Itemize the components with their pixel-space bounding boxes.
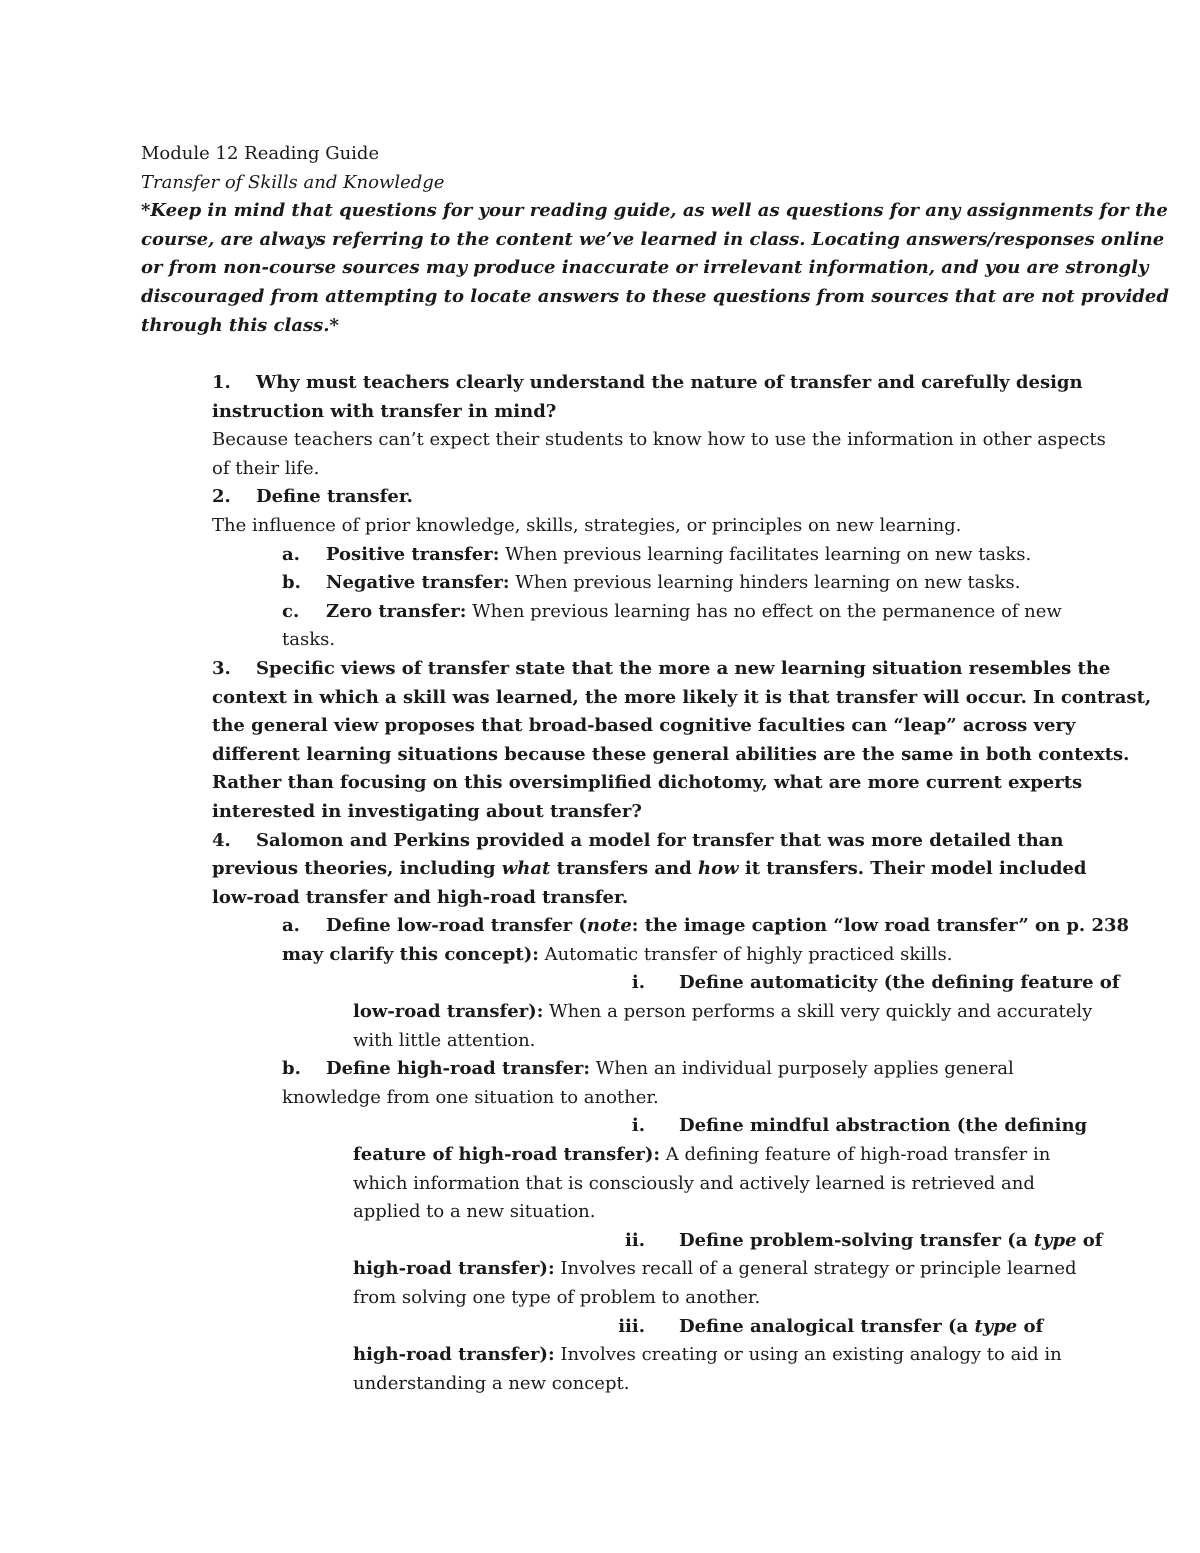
- notice-line: or from non-course sources may produce inaccurate or irrelevant information, and you are strongly: [141, 257, 1149, 279]
- sub-item-roman: [212, 1112, 1088, 1141]
- list-item: [212, 569, 1072, 598]
- sub-question-a-continued: [212, 941, 1072, 970]
- item-term: Negative transfer:: [326, 572, 510, 594]
- text-run: previous theories, including: [212, 858, 502, 880]
- notice-line: through this class.*: [141, 314, 339, 336]
- text-run: transfers and: [550, 858, 698, 880]
- emphasis-type: type: [1033, 1229, 1077, 1251]
- item-definition: When previous learning has no effect on the permanence of new: [466, 600, 1062, 622]
- text-run: of: [1076, 1229, 1103, 1251]
- item-definition-continued: tasks.: [282, 629, 336, 651]
- question-list: [212, 369, 1152, 1398]
- answer-text-continued: knowledge from one situation to another.: [282, 1086, 659, 1108]
- text-run: Define automaticity (the defining feature of: [679, 972, 1120, 994]
- text-run: high-road transfer):: [353, 1258, 555, 1280]
- question-number: 1.: [212, 372, 231, 393]
- text-run: Define high-road transfer:: [326, 1058, 591, 1080]
- question-text-continued: context in which a skill was learned, the more likely it is that transfer will occur. In contrast,: [212, 686, 1152, 708]
- text-run: Define mindful abstraction (the defining: [679, 1115, 1088, 1137]
- text-run: Define analogical transfer (a: [679, 1315, 975, 1337]
- item-letter: b.: [282, 572, 301, 594]
- answer-text: When an individual purposely applies general: [590, 1058, 1014, 1080]
- item-definition: When previous learning facilitates learning on new tasks.: [499, 543, 1032, 565]
- question-1: [212, 369, 1083, 398]
- question-text-continued: low-road transfer and high-road transfer.: [212, 886, 629, 908]
- emphasis-type: type: [974, 1315, 1018, 1337]
- emphasis-what: what: [501, 858, 551, 880]
- answer-text: A defining feature of high-road transfer in: [660, 1144, 1051, 1166]
- notice-line: *Keep in mind that questions for your reading guide, as well as questions for any assignments for the: [141, 200, 1168, 222]
- roman-numeral: i.: [631, 972, 645, 994]
- question-text-continued: instruction with transfer in mind?: [212, 400, 557, 422]
- list-item: [212, 541, 1072, 570]
- question-2: [212, 483, 1072, 512]
- text-run: high-road transfer):: [353, 1344, 555, 1366]
- sub-item-roman: [212, 1313, 1072, 1342]
- sub-question-b: [212, 1055, 1072, 1084]
- sub-item-continued: [212, 1341, 1072, 1370]
- roman-numeral: iii.: [618, 1315, 645, 1337]
- text-run: : the image caption “low road transfer” on p. 238: [631, 915, 1130, 937]
- notice-line: course, are always referring to the content we’ve learned in class. Locating answers/responses online: [141, 228, 1165, 250]
- answer-text-continued: understanding a new concept.: [353, 1372, 630, 1394]
- item-definition: When previous learning hinders learning on new tasks.: [509, 572, 1021, 594]
- item-term: Positive transfer:: [326, 543, 500, 565]
- text-run: Define low-road transfer (: [326, 915, 587, 937]
- document-subtitle: Transfer of Skills and Knowledge: [141, 171, 445, 193]
- question-3: [212, 655, 1111, 684]
- answer-text-continued: applied to a new situation.: [353, 1201, 596, 1223]
- answer-text: Involves creating or using an existing analogy to aid in: [554, 1344, 1062, 1366]
- question-text: Salomon and Perkins provided a model for transfer that was more detailed than: [256, 829, 1064, 851]
- text-run: of: [1017, 1315, 1044, 1337]
- emphasis-how: how: [698, 858, 739, 880]
- emphasis-note: note: [586, 915, 632, 937]
- document-title: Module 12 Reading Guide: [141, 143, 380, 164]
- question-4: [212, 827, 1072, 856]
- sub-item-roman: [212, 1227, 1103, 1256]
- roman-numeral: ii.: [625, 1229, 645, 1251]
- answer-text: The influence of prior knowledge, skills, strategies, or principles on new learning.: [212, 514, 962, 536]
- text-run: Define problem-solving transfer (a: [679, 1229, 1034, 1251]
- question-text-continued: the general view proposes that broad-based cognitive faculties can “leap” across very: [212, 715, 1076, 737]
- question-text: Why must teachers clearly understand the nature of transfer and carefully design: [256, 372, 1083, 393]
- sub-item-roman: [212, 969, 1120, 998]
- question-text-continued: [212, 855, 1087, 884]
- question-text: Specific views of transfer state that the more a new learning situation resembles the: [256, 657, 1111, 679]
- item-letter: a.: [282, 543, 300, 565]
- answer-text-continued: with little attention.: [353, 1029, 536, 1051]
- question-text-continued: different learning situations because these general abilities are the same in both contexts.: [212, 743, 1130, 765]
- answer-text: Because teachers can’t expect their students to know how to use the information in other aspects: [212, 429, 1106, 451]
- question-text-continued: Rather than focusing on this oversimplified dichotomy, what are more current experts: [212, 772, 1083, 794]
- document-header: [141, 140, 1169, 340]
- item-term: Zero transfer:: [326, 600, 467, 622]
- question-text: Define transfer.: [256, 486, 413, 508]
- question-text-continued: interested in investigating about transfer?: [212, 800, 642, 822]
- sub-question-a: [212, 912, 1130, 941]
- text-run: low-road transfer):: [353, 1001, 544, 1023]
- answer-text-continued: which information that is consciously and actively learned is retrieved and: [353, 1172, 1035, 1194]
- question-number: 3.: [212, 657, 231, 679]
- sub-item-continued: [212, 1255, 1077, 1284]
- sub-item-continued: [212, 1141, 1072, 1170]
- answer-text-continued: from solving one type of problem to another.: [353, 1287, 761, 1308]
- text-run: feature of high-road transfer):: [353, 1144, 661, 1166]
- answer-text: When a person performs a skill very quickly and accurately: [543, 1001, 1093, 1023]
- text-run: may clarify this concept):: [282, 943, 539, 965]
- answer-text: Automatic transfer of highly practiced skills.: [538, 943, 953, 965]
- text-run: it transfers. Their model included: [738, 858, 1087, 880]
- list-item: [212, 598, 1072, 627]
- item-letter: c.: [282, 600, 300, 622]
- item-letter: b.: [282, 1058, 301, 1080]
- item-letter: a.: [282, 915, 300, 937]
- sub-item-continued: [212, 998, 1093, 1027]
- roman-numeral: i.: [631, 1115, 645, 1137]
- question-number: 2.: [212, 486, 231, 508]
- question-number: 4.: [212, 829, 231, 851]
- answer-text-continued: of their life.: [212, 457, 320, 479]
- answer-text: Involves recall of a general strategy or principle learned: [554, 1258, 1077, 1280]
- notice-line: discouraged from attempting to locate answers to these questions from sources that are not provided: [141, 285, 1169, 307]
